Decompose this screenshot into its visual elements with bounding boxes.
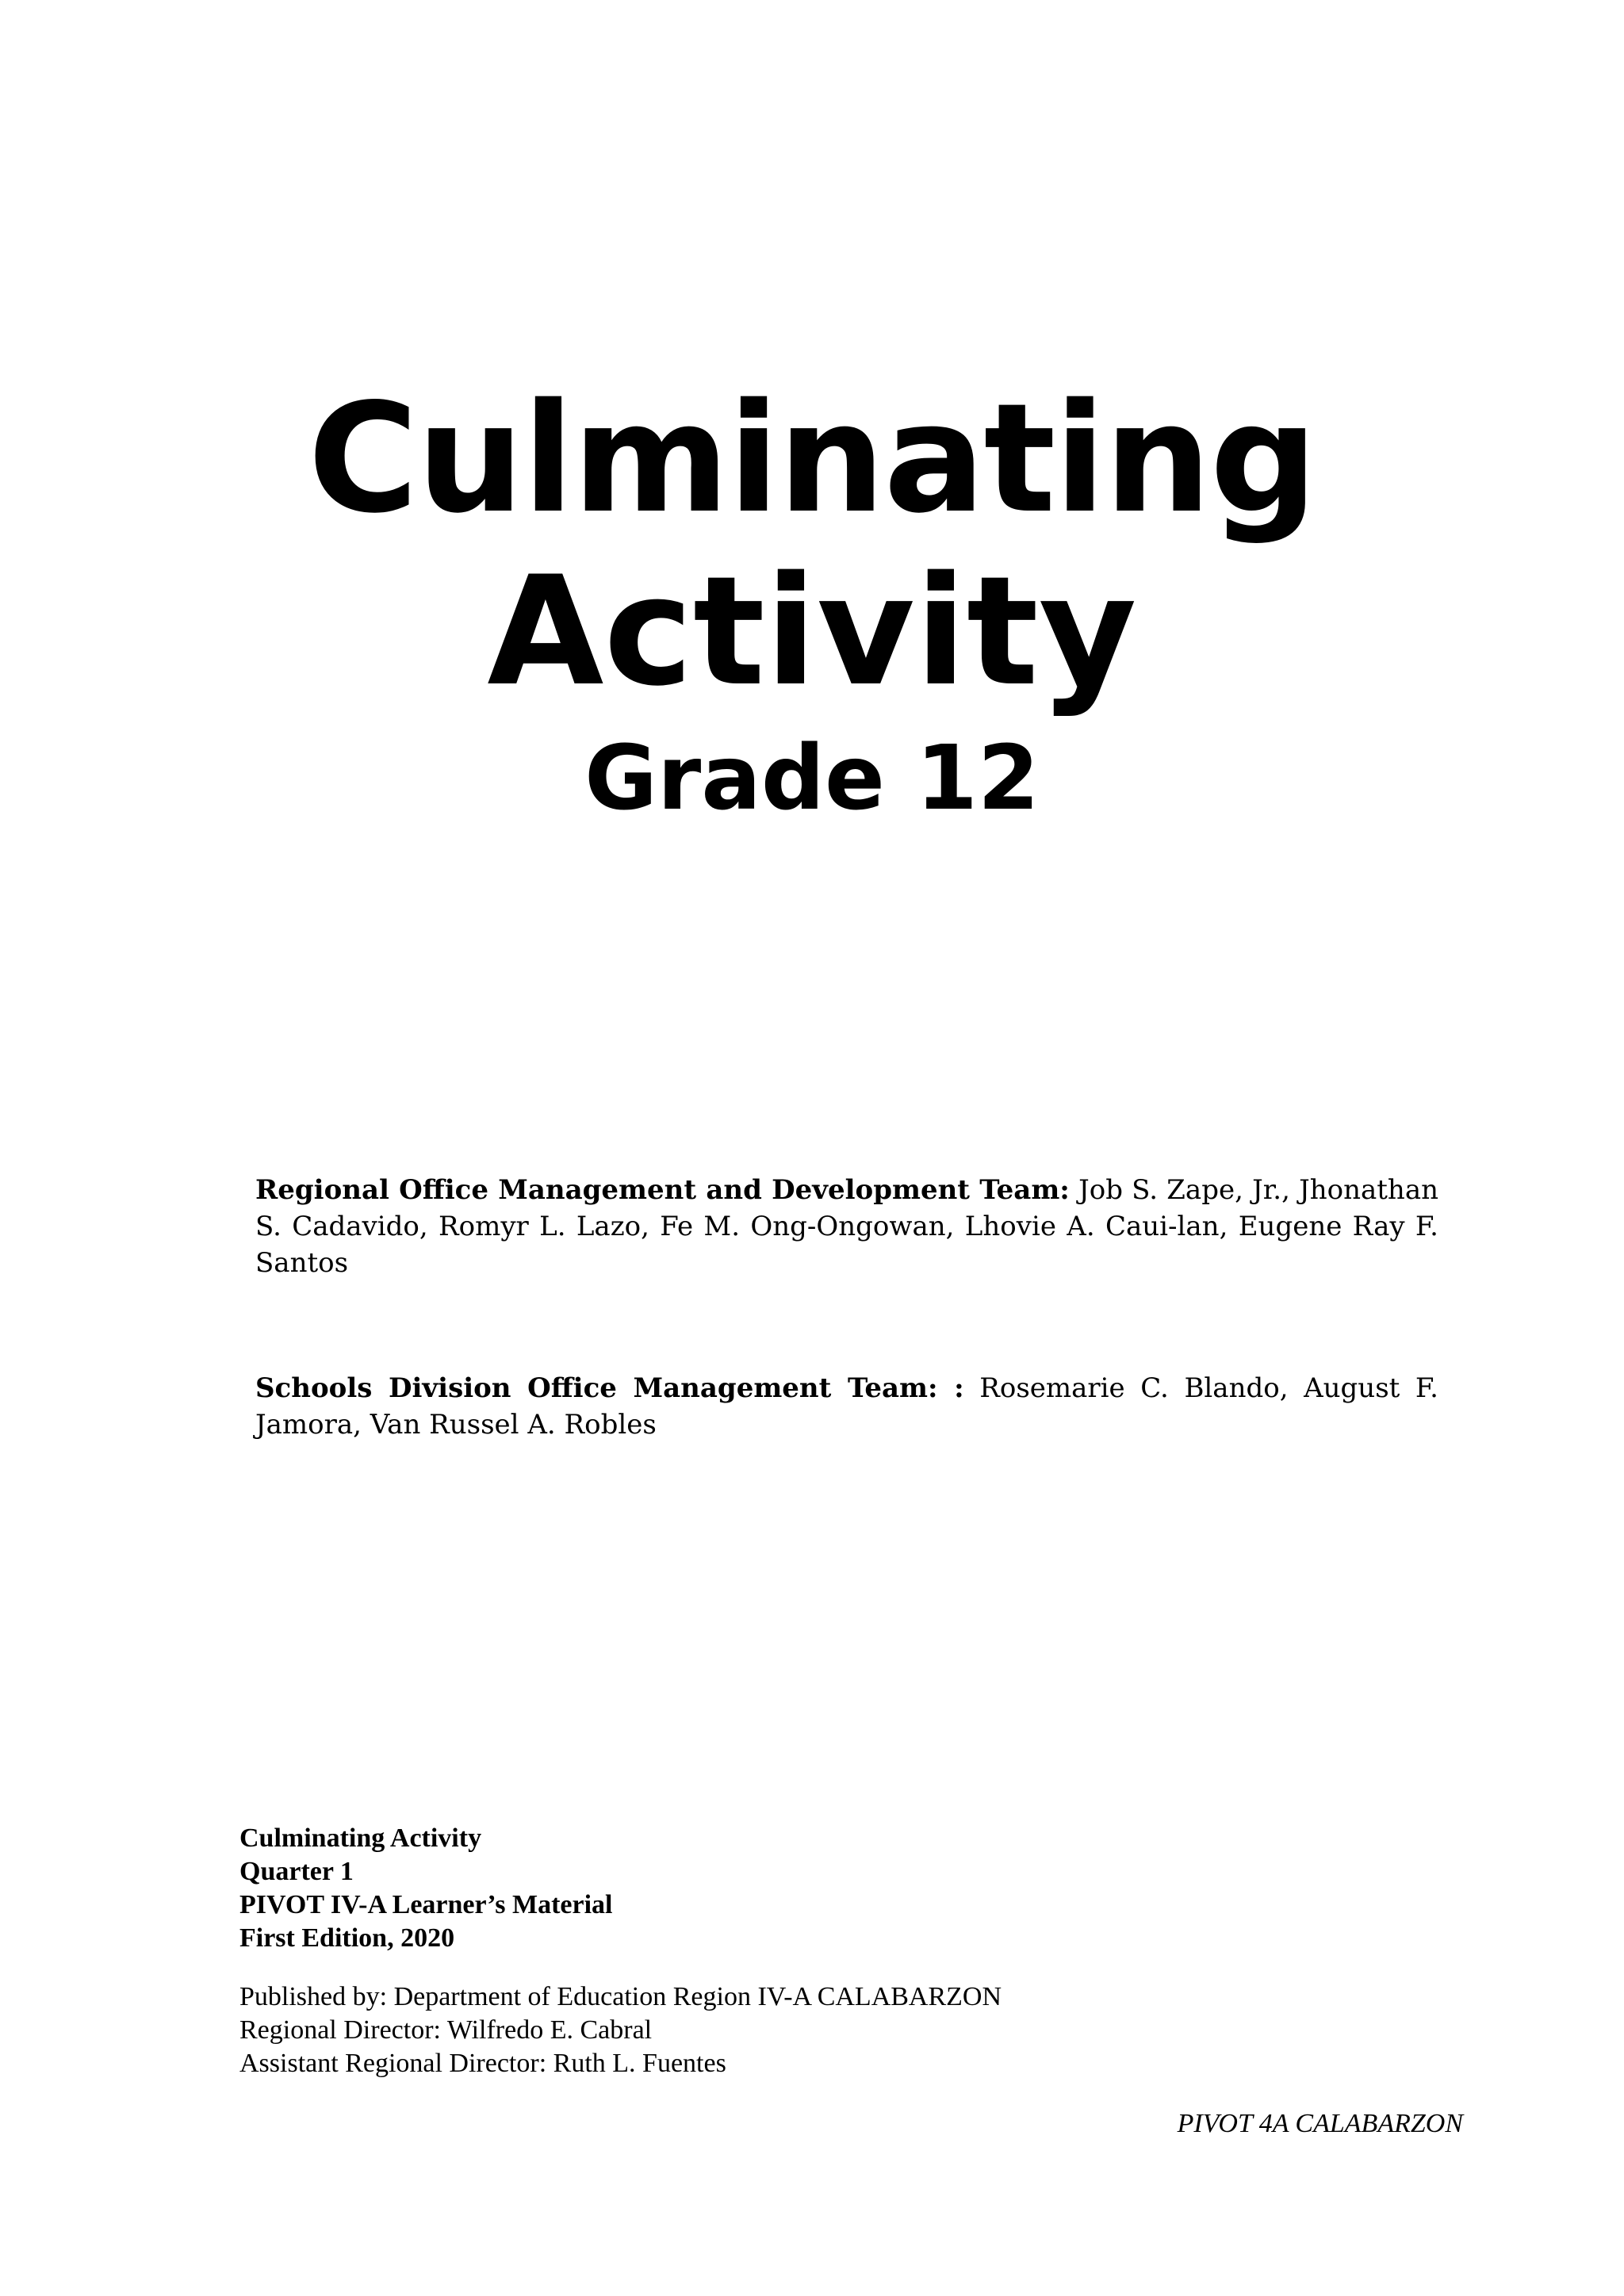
division-team-paragraph	[255, 1370, 1438, 1443]
title-block	[0, 373, 1624, 834]
division-team-names: Rosemarie C. Blando, August F. Jamora, Van Russel A. Robles	[255, 1372, 1438, 1441]
regional-director: Regional Director: Wilfredo E. Cabral	[239, 2015, 653, 2045]
footer-mark: PIVOT 4A CALABARZON	[1177, 2109, 1463, 2138]
colophon-material: PIVOT IV-A Learner’s Material	[239, 1890, 613, 1919]
colophon	[239, 1822, 1508, 2080]
division-team-label: Schools Division Office Management Team: :	[255, 1372, 964, 1404]
regional-team-paragraph	[255, 1172, 1438, 1281]
colophon-quarter: Quarter 1	[239, 1857, 354, 1886]
colophon-title: Culminating Activity	[239, 1823, 482, 1853]
grade-subtitle: Grade 12	[584, 727, 1040, 830]
published-by: Published by: Department of Education Region IV-A CALABARZON	[239, 1982, 1002, 2011]
title-line-2: Activity	[487, 544, 1137, 719]
assistant-regional-director: Assistant Regional Director: Ruth L. Fuentes	[239, 2049, 726, 2078]
regional-team-label: Regional Office Management and Development Team:	[255, 1174, 1070, 1206]
title-line-1: Culminating	[308, 371, 1316, 546]
publication-info	[239, 1980, 1508, 2080]
colophon-edition: First Edition, 2020	[239, 1923, 455, 1953]
regional-team-names: Job S. Zape, Jr., Jhonathan S. Cadavido, Romyr L. Lazo, Fe M. Ong-Ongowan, Lhovie A. Caui-lan, Eugene Ray F. Santos	[255, 1174, 1439, 1279]
